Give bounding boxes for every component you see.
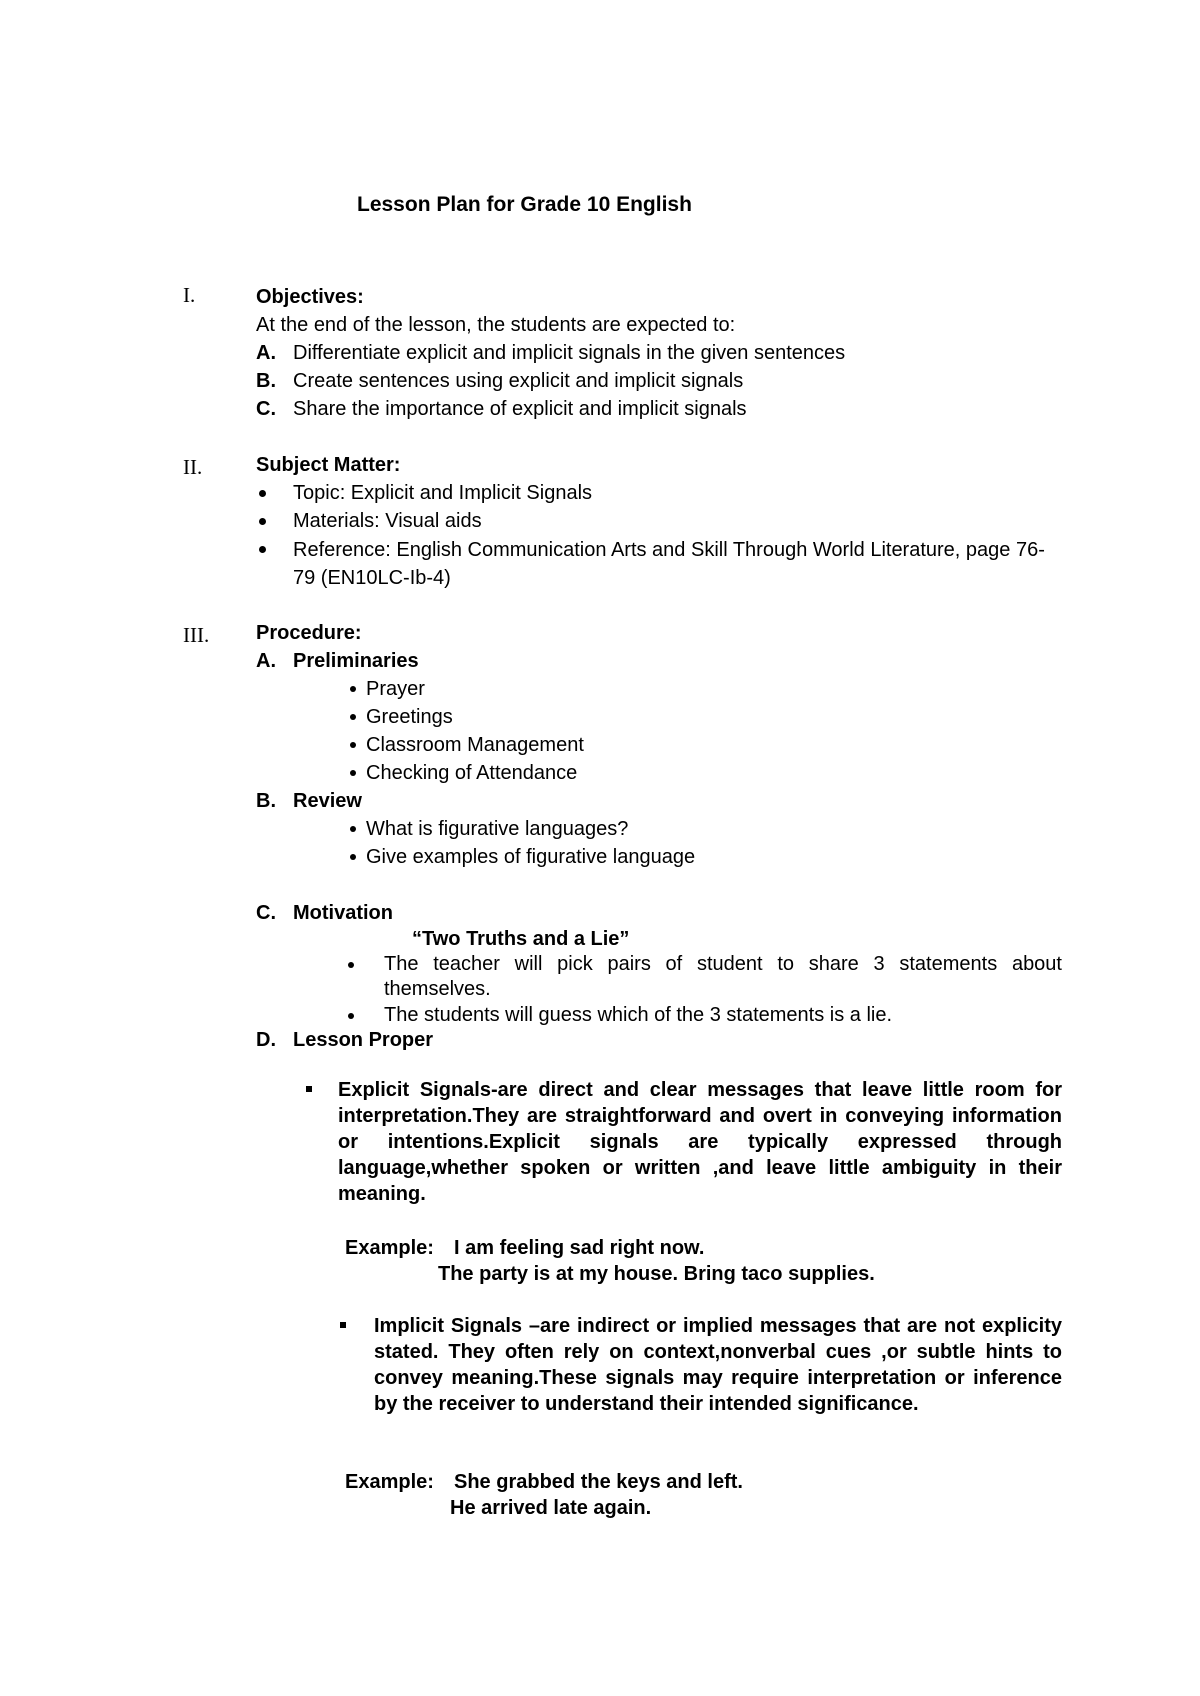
section-numeral-objectives: I. <box>183 283 196 307</box>
procedure-letter: B. <box>256 790 276 812</box>
bullet-icon <box>350 714 356 720</box>
procedure-letter: C. <box>256 902 276 924</box>
explicit-example: I am feeling sad right now. <box>454 1237 705 1259</box>
preliminaries-item: Classroom Management <box>366 734 584 756</box>
preliminaries-item: Checking of Attendance <box>366 762 578 784</box>
procedure-letter: D. <box>256 1029 276 1051</box>
bullet-icon <box>350 770 356 776</box>
bullet-icon <box>259 546 266 553</box>
objective-letter: A. <box>256 342 276 364</box>
procedure-letter: A. <box>256 650 276 672</box>
document-title: Lesson Plan for Grade 10 English <box>357 193 692 216</box>
objectives-heading: Objectives: <box>256 286 364 308</box>
bullet-icon <box>259 490 266 497</box>
objective-letter: B. <box>256 370 276 392</box>
review-item: Give examples of figurative language <box>366 846 696 868</box>
section-numeral-procedure: III. <box>183 623 210 647</box>
square-bullet-icon <box>306 1086 312 1092</box>
implicit-example: She grabbed the keys and left. <box>454 1471 743 1493</box>
preliminaries-heading: Preliminaries <box>293 650 419 672</box>
bullet-icon <box>350 854 356 860</box>
subject-matter-item: Materials: Visual aids <box>293 510 482 532</box>
objective-text: Share the importance of explicit and implicit signals <box>293 398 747 420</box>
bullet-icon <box>259 518 266 525</box>
implicit-example: He arrived late again. <box>450 1497 652 1519</box>
implicit-example-label: Example: <box>345 1471 434 1493</box>
square-bullet-icon <box>340 1322 346 1328</box>
bullet-icon <box>348 962 354 968</box>
review-heading: Review <box>293 790 362 812</box>
section-numeral-subject-matter: II. <box>183 455 203 479</box>
explicit-example: The party is at my house. Bring taco supplies. <box>438 1263 875 1285</box>
review-item: What is figurative languages? <box>366 818 629 840</box>
lesson-proper-heading: Lesson Proper <box>293 1029 434 1051</box>
bullet-icon <box>350 742 356 748</box>
objective-text: Create sentences using explicit and implicit signals <box>293 370 744 392</box>
procedure-heading: Procedure: <box>256 622 362 644</box>
subject-matter-item: Topic: Explicit and Implicit Signals <box>293 482 593 504</box>
explicit-example-label: Example: <box>345 1237 434 1259</box>
bullet-icon <box>350 826 356 832</box>
objective-text: Differentiate explicit and implicit signals in the given sentences <box>293 342 846 364</box>
objectives-intro: At the end of the lesson, the students are expected to: <box>256 314 736 336</box>
preliminaries-item: Prayer <box>366 678 425 700</box>
subject-matter-item: Reference: English Communication Arts and Skill Through World Literature, page 76-79 (EN10LC-Ib-4) <box>293 539 1045 589</box>
motivation-activity-title: “Two Truths and a Lie” <box>412 928 630 950</box>
motivation-heading: Motivation <box>293 902 393 924</box>
explicit-signals-definition: Explicit Signals-are direct and clear messages that leave little room for interpretation.They are straightforward and overt in conveying information or intentions.Explicit signals are typically expressed through language,whether spoken or written ,and leave little ambiguity in their meaning. <box>338 1079 1062 1205</box>
motivation-item: The teacher will pick pairs of student to share 3 statements about themselves. <box>384 953 1062 1000</box>
bullet-icon <box>348 1013 354 1019</box>
implicit-signals-definition: Implicit Signals –are indirect or implied messages that are not explicity stated. They often rely on context,nonverbal cues ,or subtle hints to convey meaning.These signals may require interpretation or inference by the receiver to understand their intended significance. <box>374 1315 1062 1415</box>
bullet-icon <box>350 686 356 692</box>
preliminaries-item: Greetings <box>366 706 453 728</box>
motivation-item: The students will guess which of the 3 statements is a lie. <box>384 1004 893 1026</box>
objective-letter: C. <box>256 398 276 420</box>
subject-matter-heading: Subject Matter: <box>256 454 401 476</box>
